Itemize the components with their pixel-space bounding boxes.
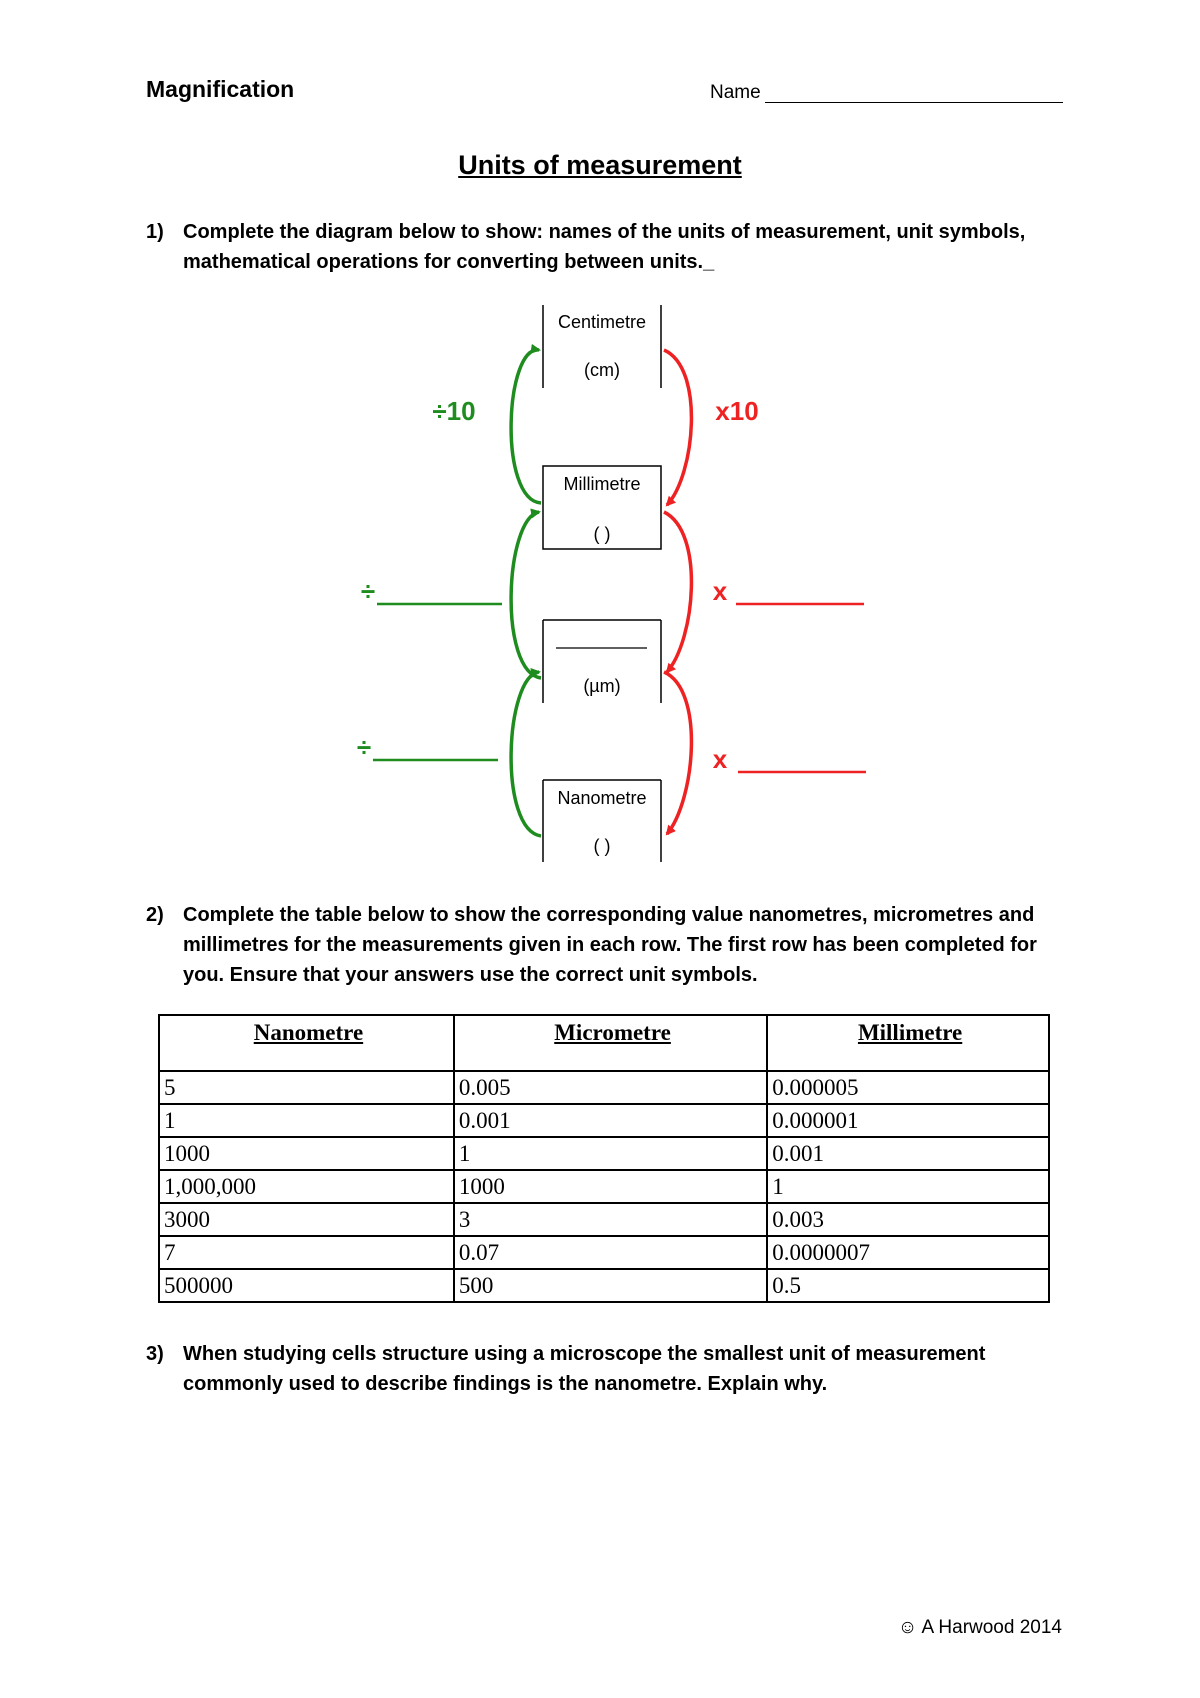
right-op-times-10: x10 [715, 396, 759, 426]
unit-symbol-micrometre: (µm) [583, 676, 621, 696]
question-1-text: Complete the diagram below to show: names of the units of measurement, unit symbols, mathematical operations for converting between units._ [183, 221, 1026, 273]
red-arrow-mm-to-um [664, 512, 691, 672]
question-3-text: When studying cells structure using a microscope the smallest unit of measurement commonly used to describe findings is the nanometre. Explain why. [183, 1343, 986, 1395]
cell-micrometre[interactable]: 0.005 [454, 1071, 767, 1104]
cell-millimetre[interactable]: 0.001 [767, 1137, 1049, 1170]
unit-symbol-nanometre: ( ) [593, 836, 611, 856]
question-2-number: 2) [146, 904, 164, 926]
left-op-divide-blank-2: ÷ [356, 732, 372, 762]
table-row [159, 1203, 1049, 1236]
copyright-footer: ☺ A Harwood 2014 [897, 1617, 1062, 1638]
cell-millimetre[interactable]: 0.000001 [767, 1104, 1049, 1137]
cell-millimetre[interactable]: 0.5 [767, 1269, 1049, 1302]
table-header-row [159, 1015, 1049, 1071]
header-millimetre: Millimetre [767, 1015, 1049, 1071]
unit-symbol-centimetre: (cm) [584, 360, 620, 380]
cell-nanometre[interactable]: 7 [159, 1236, 454, 1269]
unit-box-micrometre [543, 620, 661, 703]
header-nanometre: Nanometre [159, 1015, 454, 1071]
table-row [159, 1269, 1049, 1302]
left-op-divide-blank-1: ÷ [360, 576, 376, 606]
cell-micrometre[interactable]: 500 [454, 1269, 767, 1302]
question-1-number: 1) [146, 221, 164, 243]
green-arrow-nm-to-um [511, 672, 541, 836]
conversion-table [158, 1014, 1050, 1303]
table-row [159, 1137, 1049, 1170]
unit-box-centimetre [543, 305, 661, 388]
right-op-times-blank-2: x [712, 744, 728, 774]
question-2 [146, 900, 1076, 990]
left-op-divide-10: ÷10 [432, 396, 476, 426]
cell-nanometre[interactable]: 5 [159, 1071, 454, 1104]
page-title: Units of measurement [458, 150, 742, 180]
unit-box-nanometre [543, 780, 661, 862]
cell-millimetre[interactable]: 1 [767, 1170, 1049, 1203]
unit-box-millimetre [543, 466, 661, 549]
green-arrow-um-to-mm [511, 512, 541, 678]
red-arrow-um-to-nm [664, 672, 691, 834]
cell-micrometre[interactable]: 0.07 [454, 1236, 767, 1269]
cell-micrometre[interactable]: 1 [454, 1137, 767, 1170]
worksheet-header-title: Magnification [146, 76, 295, 102]
green-arrow-mm-to-cm [511, 350, 541, 503]
unit-symbol-millimetre: ( ) [593, 524, 611, 544]
cell-millimetre[interactable]: 0.0000007 [767, 1236, 1049, 1269]
cell-millimetre[interactable]: 0.003 [767, 1203, 1049, 1236]
cell-nanometre[interactable]: 1,000,000 [159, 1170, 454, 1203]
cell-micrometre[interactable]: 1000 [454, 1170, 767, 1203]
cell-nanometre[interactable]: 1000 [159, 1137, 454, 1170]
header-micrometre: Micrometre [454, 1015, 767, 1071]
cell-nanometre[interactable]: 1 [159, 1104, 454, 1137]
question-3 [146, 1339, 1076, 1399]
table-row [159, 1071, 1049, 1104]
unit-name-nanometre: Nanometre [557, 788, 647, 808]
unit-name-centimetre: Centimetre [557, 312, 647, 332]
question-3-number: 3) [146, 1343, 164, 1365]
table-row [159, 1170, 1049, 1203]
table-row [159, 1236, 1049, 1269]
cell-micrometre[interactable]: 0.001 [454, 1104, 767, 1137]
name-label: Name [710, 82, 761, 103]
cell-nanometre[interactable]: 3000 [159, 1203, 454, 1236]
unit-name-millimetre: Millimetre [563, 474, 641, 494]
table-row [159, 1104, 1049, 1137]
cell-micrometre[interactable]: 3 [454, 1203, 767, 1236]
question-2-text: Complete the table below to show the corresponding value nanometres, micrometres and millimetres for the measurements given in each row. The first row has been completed for you. Ensure that your answers use the correct unit symbols. [183, 904, 1037, 986]
cell-nanometre[interactable]: 500000 [159, 1269, 454, 1302]
right-op-times-blank-1: x [712, 576, 728, 606]
cell-millimetre[interactable]: 0.000005 [767, 1071, 1049, 1104]
red-arrow-cm-to-mm [664, 350, 691, 505]
